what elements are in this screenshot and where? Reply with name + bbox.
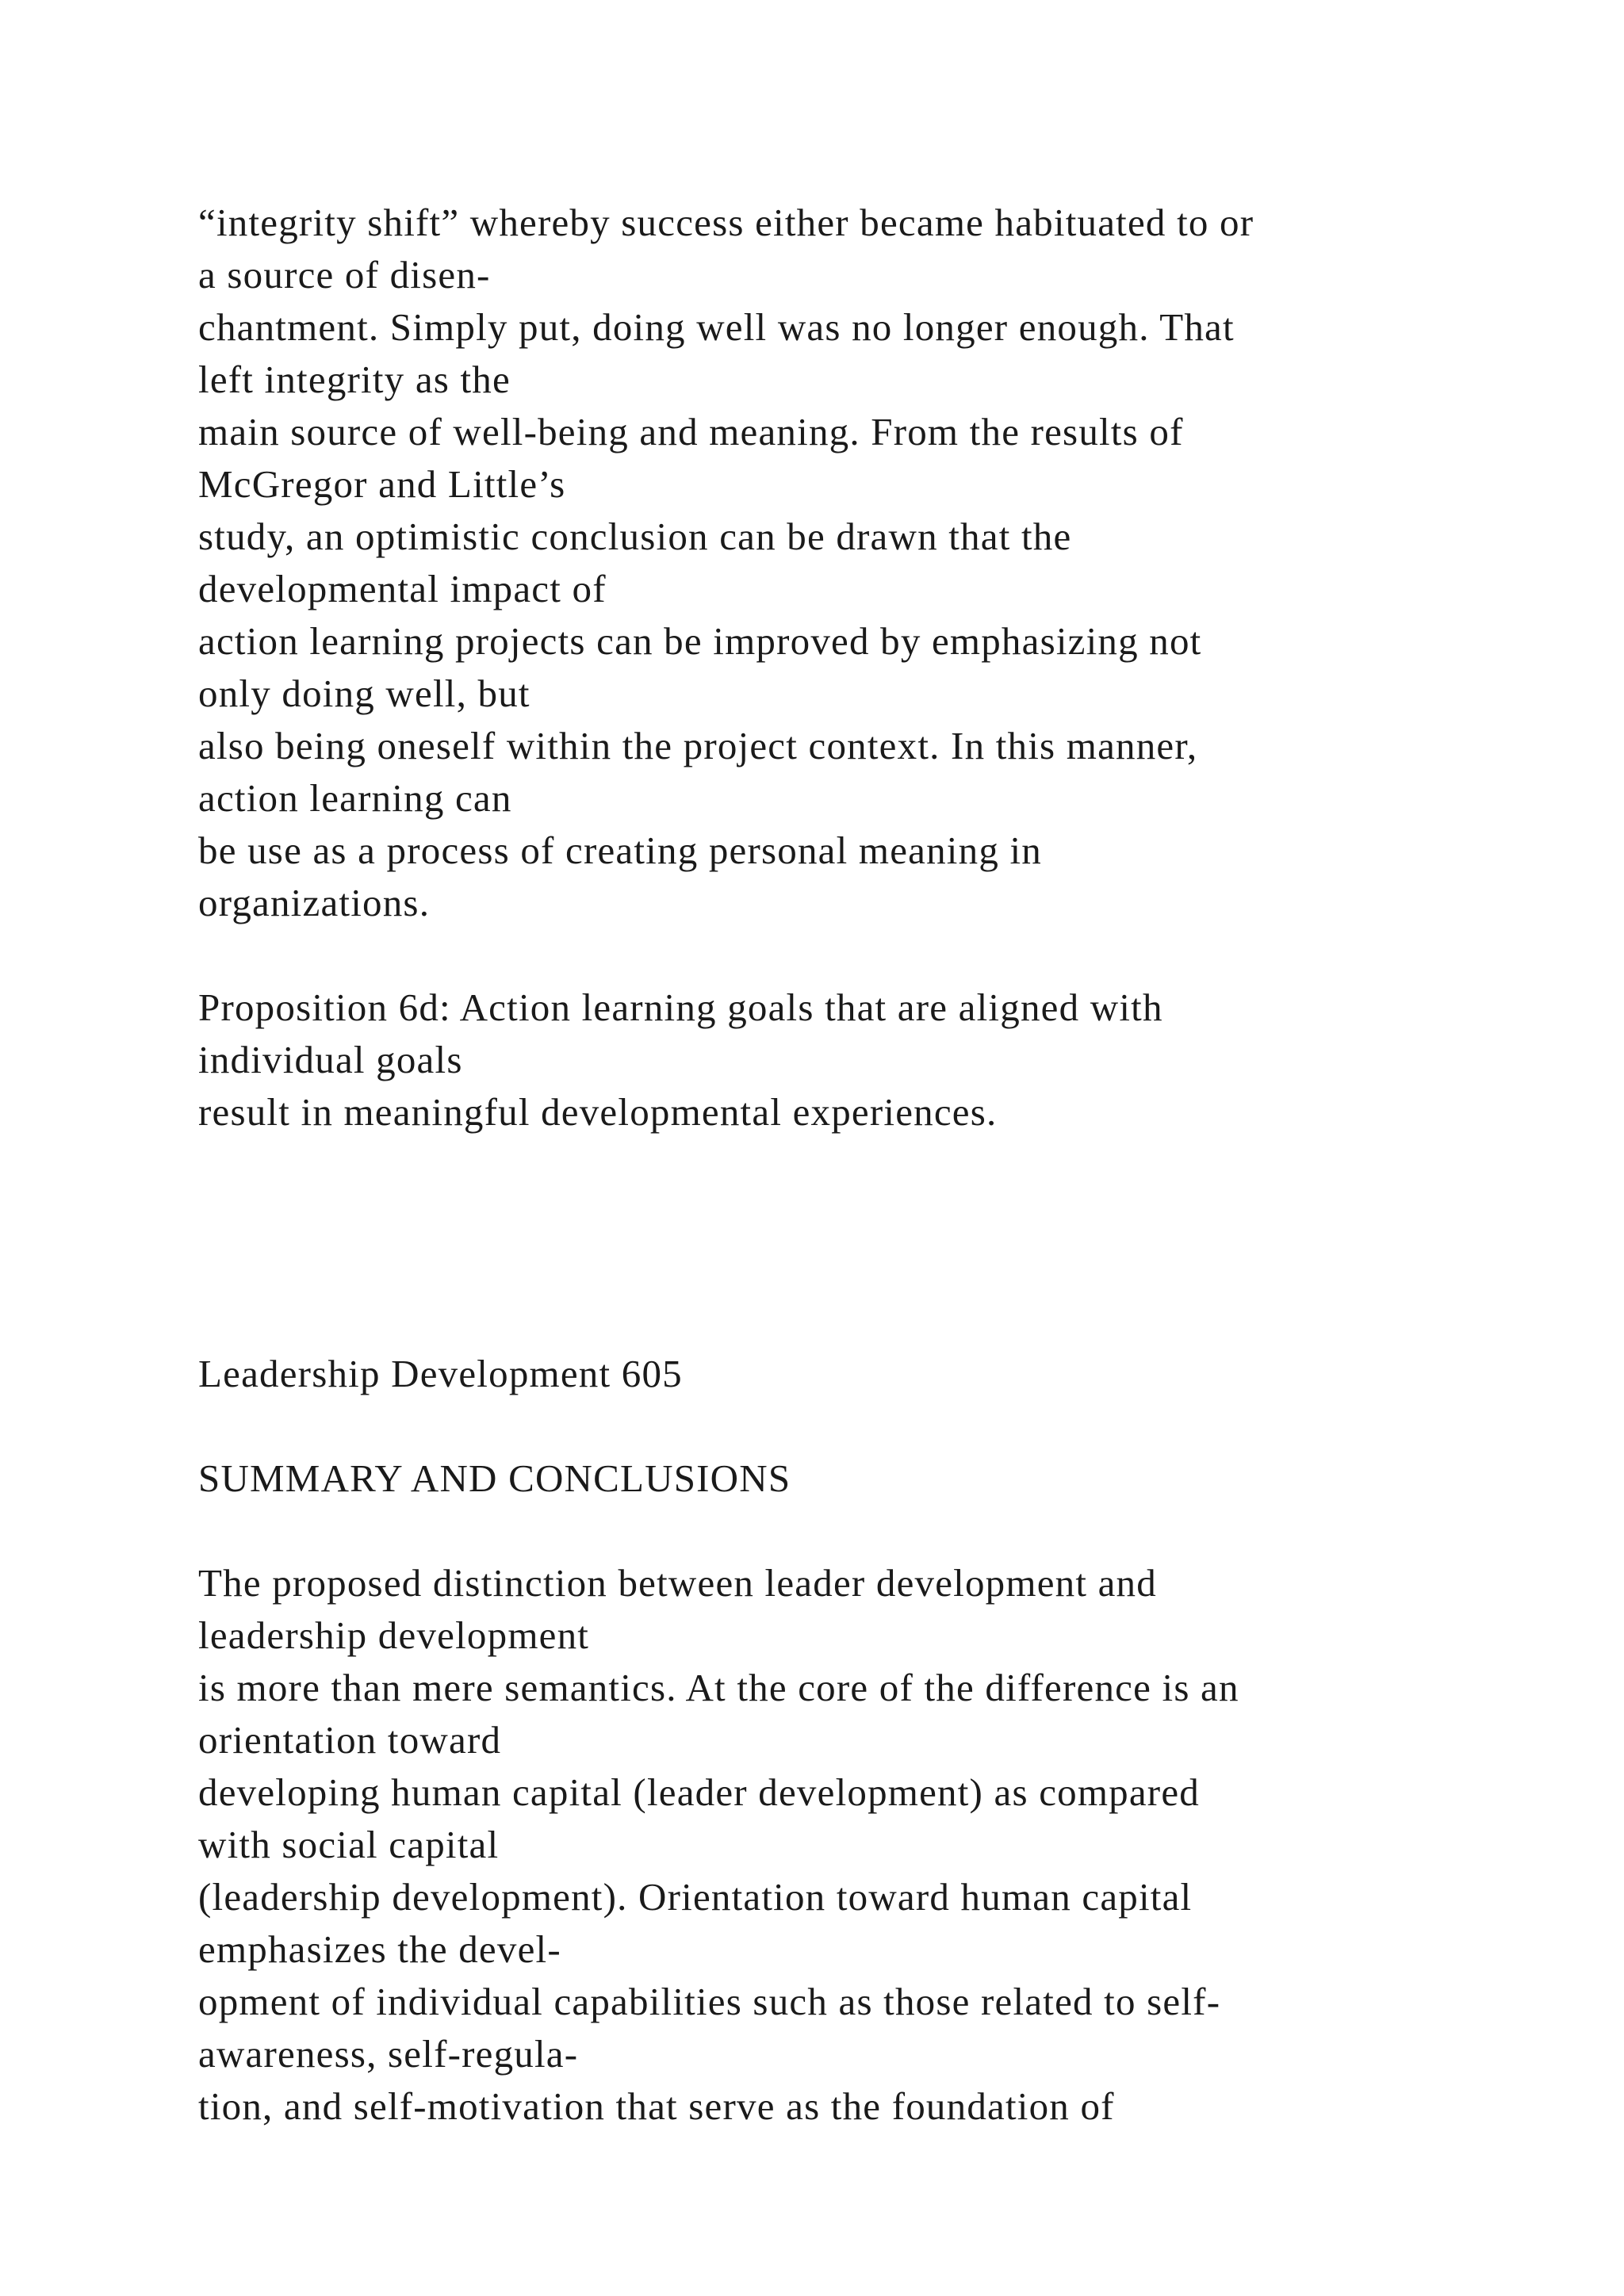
text-line: a source of disen- (198, 253, 491, 297)
text-line: developing human capital (leader development) as compared (198, 1770, 1200, 1814)
text-line: action learning can (198, 776, 512, 820)
text-line: (leadership development). Orientation toward human capital (198, 1875, 1193, 1919)
text-line: SUMMARY AND CONCLUSIONS (198, 1456, 791, 1500)
text-line: chantment. Simply put, doing well was no longer enough. That (198, 305, 1235, 349)
text-line: tion, and self-motivation that serve as the foundation of (198, 2084, 1115, 2128)
text-line: Leadership Development 605 (198, 1352, 683, 1395)
text-line: also being oneself within the project context. In this manner, (198, 724, 1198, 767)
text-line: study, an optimistic conclusion can be drawn that the (198, 515, 1072, 558)
blank-line (198, 1138, 1594, 1191)
text-line: with social capital (198, 1823, 500, 1866)
text-line: organizations. (198, 881, 431, 924)
text-line: main source of well-being and meaning. From the results of (198, 410, 1184, 453)
text-line: result in meaningful developmental experiences. (198, 1090, 998, 1134)
text-line: be use as a process of creating personal meaning in (198, 828, 1042, 872)
text-line: leadership development (198, 1613, 590, 1657)
text-line: developmental impact of (198, 567, 607, 610)
blank-line (198, 1191, 1594, 1243)
text-line: is more than mere semantics. At the core of the difference is an (198, 1666, 1239, 1709)
blank-line (198, 929, 1594, 982)
text-line: only doing well, but (198, 672, 530, 715)
text-line: Proposition 6d: Action learning goals that are aligned with (198, 985, 1163, 1029)
text-line: The proposed distinction between leader development and (198, 1561, 1157, 1605)
text-line: opment of individual capabilities such as those related to self- (198, 1980, 1221, 2023)
text-line: McGregor and Little’s (198, 462, 566, 506)
text-line: emphasizes the devel- (198, 1927, 561, 1971)
blank-line (198, 1295, 1594, 1348)
blank-line (198, 1243, 1594, 1295)
blank-line (198, 1400, 1594, 1452)
text-line: action learning projects can be improved by emphasizing not (198, 619, 1202, 663)
blank-line (198, 1505, 1594, 1557)
text-line: “integrity shift” whereby success either became habituated to or (198, 201, 1254, 244)
text-line: left integrity as the (198, 358, 511, 401)
text-line: awareness, self-regula- (198, 2032, 579, 2076)
text-line: individual goals (198, 1038, 463, 1081)
document-body (198, 197, 1594, 2133)
text-line: orientation toward (198, 1718, 502, 1762)
